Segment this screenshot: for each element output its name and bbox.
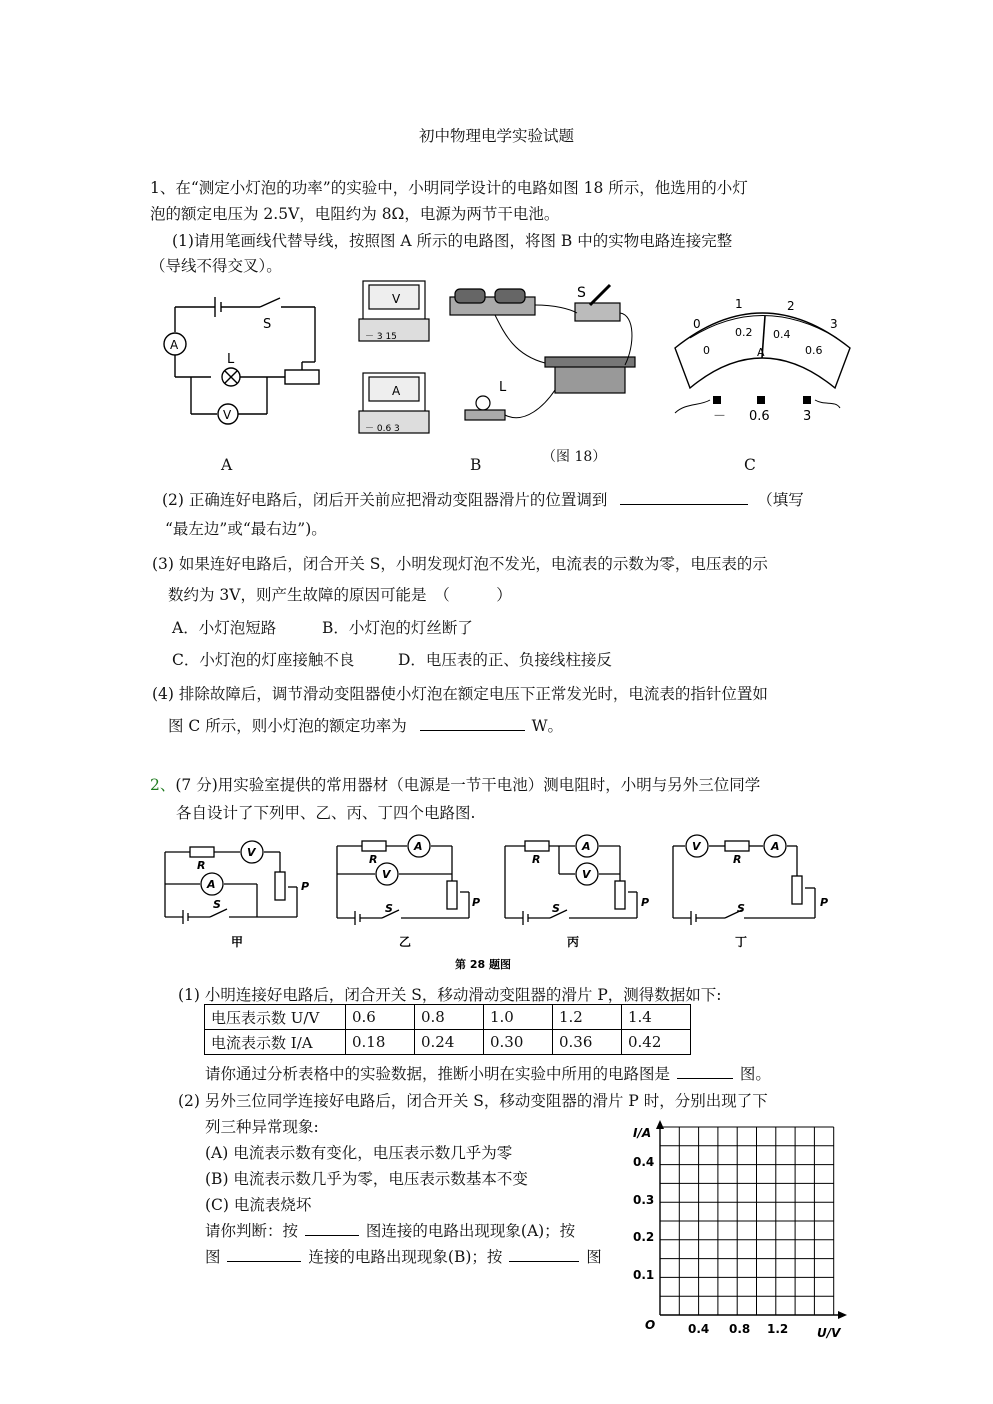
graph-origin: O — [645, 1318, 656, 1332]
label-jia: 甲 — [231, 935, 244, 949]
apparatus-figure-b — [355, 275, 655, 445]
meter-b-voltmeter-label: V — [392, 292, 401, 306]
q1-sub2-suffix: （填写 — [757, 491, 804, 509]
q1-sub1-line2: （导线不得交叉）。 — [150, 257, 282, 275]
fig18-caption: （图 18） — [542, 449, 607, 465]
page-title: 初中物理电学实验试题 — [418, 127, 574, 145]
ding-r-label: R — [733, 853, 742, 866]
q1-sub4-suffix: W。 — [531, 717, 564, 735]
meter-b-lamp-label: L — [499, 380, 507, 395]
phenomenon-b: (B) 电流表示数几乎为零，电压表示数基本不变 — [205, 1170, 528, 1188]
dial-top-0: 0 — [693, 317, 701, 331]
jia-r-label: R — [197, 859, 206, 872]
phenomenon-c: (C) 电流表烧坏 — [205, 1196, 312, 1214]
answer-blank-rated-power[interactable] — [420, 714, 525, 731]
dial-bottom-2: 0.4 — [773, 328, 791, 341]
bing-r-label: R — [532, 853, 541, 866]
jia-p-label: P — [301, 880, 310, 893]
graph-y-tick: 0.4 — [633, 1155, 655, 1169]
jia-s-label: S — [213, 898, 221, 911]
judge-line1-suffix: 图连接的电路出现现象(A)；按 — [365, 1222, 576, 1240]
circuit-jia — [165, 841, 297, 924]
fig-label-a: A — [221, 456, 233, 474]
q2-sub2-line2: 列三种异常现象: — [205, 1118, 319, 1136]
judge-line2-prefix: 图 — [205, 1248, 221, 1266]
answer-blank-circuit[interactable] — [677, 1062, 733, 1079]
table-header-current: 电流表示数 I/A — [205, 1030, 346, 1055]
table-cell: 1.0 — [484, 1005, 553, 1030]
table-row — [205, 1030, 691, 1055]
bing-s-label: S — [552, 902, 560, 915]
q1-sub2-line1 — [162, 488, 804, 510]
q2-sub1: (1) 小明连接好电路后，闭合开关 S，移动滑动变阻器的滑片 P，测得数据如下: — [178, 986, 722, 1004]
yi-a-label: A — [414, 840, 423, 853]
yi-v-label: V — [382, 868, 391, 881]
table-cell: 0.6 — [346, 1005, 415, 1030]
circuit-yi — [337, 835, 469, 925]
label-ding: 丁 — [735, 935, 748, 949]
q2-line1 — [150, 773, 760, 795]
answer-blank-slider-position[interactable] — [620, 488, 748, 505]
graph-x-tick: 1.2 — [767, 1322, 789, 1336]
graph-y-tick: 0.1 — [633, 1268, 655, 1282]
dial-bottom-0: 0 — [703, 344, 710, 357]
option-b[interactable]: B．小灯泡的灯丝断了 — [322, 619, 473, 637]
fig-label-c: C — [744, 456, 756, 474]
circuit-bing — [505, 835, 637, 925]
bing-p-label: P — [641, 896, 650, 909]
q1-sub4-prefix: 图 C 所示，则小灯泡的额定功率为 — [168, 717, 407, 735]
q1-line1: 1、在“测定小灯泡的功率”的实验中，小明同学设计的电路如图 18 所示，他选用的小灯 — [150, 179, 748, 197]
q2-number: 2、 — [150, 776, 176, 794]
yi-p-label: P — [472, 896, 481, 909]
circuit-diagram-a — [155, 292, 335, 432]
option-a[interactable]: A．小灯泡短路 — [172, 619, 277, 637]
table-cell: 0.42 — [622, 1030, 691, 1055]
graph-y-label: I/A — [633, 1126, 652, 1140]
table-cell: 0.30 — [484, 1030, 553, 1055]
phenomenon-a: (A) 电流表示数有变化，电压表示数几乎为零 — [205, 1144, 513, 1162]
answer-blank-phen-b[interactable] — [227, 1245, 301, 1262]
dial-bottom-1: 0.2 — [735, 326, 753, 339]
ammeter-symbol-label: A — [170, 338, 179, 352]
lamp-label: L — [227, 352, 235, 367]
dial-top-1: 1 — [735, 297, 743, 311]
q1-sub2-prefix: (2) 正确连好电路后，闭后开关前应把滑动变阻器滑片的位置调到 — [162, 491, 608, 509]
option-d[interactable]: D．电压表的正、负接线柱接反 — [398, 651, 612, 669]
answer-blank-phen-a[interactable] — [305, 1219, 359, 1236]
dial-top-3: 3 — [830, 317, 838, 331]
q1-sub4-line1: (4) 排除故障后，调节滑动变阻器使小灯泡在额定电压下正常发光时，电流表的指针位置如 — [152, 685, 768, 703]
dial-unit: A — [757, 346, 765, 359]
table-cell: 0.8 — [415, 1005, 484, 1030]
table-header-voltage: 电压表示数 U/V — [205, 1005, 346, 1030]
q1-sub3-line2: 数约为 3V，则产生故障的原因可能是 （ ） — [168, 586, 512, 604]
graph-y-tick: 0.3 — [633, 1193, 655, 1207]
judge-line2-suffix: 图 — [586, 1248, 602, 1266]
q2-judge-line1 — [205, 1219, 575, 1241]
dial-top-2: 2 — [787, 299, 795, 313]
meter-b-ammeter-terminals: － 0.6 3 — [365, 424, 400, 434]
data-table — [204, 1004, 691, 1055]
q2-judge-line2 — [205, 1245, 602, 1267]
q2-sub1-after-suffix: 图。 — [739, 1065, 771, 1083]
table-cell: 0.24 — [415, 1030, 484, 1055]
ding-p-label: P — [820, 896, 829, 909]
table-cell: 1.2 — [553, 1005, 622, 1030]
q2-sub1-after-prefix: 请你通过分析表格中的实验数据，推断小明在实验中所用的电路图是 — [205, 1065, 671, 1083]
graph-x-tick: 0.8 — [729, 1322, 751, 1336]
label-yi: 乙 — [399, 935, 412, 949]
dial-terminal-3: 3 — [803, 409, 812, 424]
graph-x-tick: 0.4 — [688, 1322, 710, 1336]
bing-a-label: A — [582, 840, 591, 853]
graph-x-label: U/V — [817, 1326, 841, 1340]
jia-a-label: A — [207, 878, 216, 891]
switch-label: S — [263, 317, 272, 332]
table-row — [205, 1005, 691, 1030]
fig-label-b: B — [470, 456, 482, 474]
label-bing: 丙 — [567, 935, 580, 949]
ding-s-label: S — [737, 902, 745, 915]
meter-b-switch-label: S — [577, 285, 586, 301]
voltmeter-symbol-label: V — [223, 408, 232, 422]
ding-a-label: A — [771, 840, 780, 853]
table-cell: 1.4 — [622, 1005, 691, 1030]
q1-sub4-line2 — [168, 714, 563, 736]
q2-sub1-after — [205, 1062, 771, 1084]
q2-line2: 各自设计了下列甲、乙、丙、丁四个电路图. — [176, 804, 476, 822]
answer-blank-phen-c[interactable] — [509, 1245, 579, 1262]
iu-graph — [625, 1115, 860, 1345]
q1-line2: 泡的额定电压为 2.5V，电阻约为 8Ω，电源为两节干电池。 — [150, 205, 560, 223]
dial-bottom-3: 0.6 — [805, 344, 823, 357]
ammeter-dial-c — [665, 288, 860, 428]
ding-v-label: V — [692, 840, 701, 853]
dial-terminal-neg: － — [713, 409, 727, 424]
fig28-caption: 第 28 题图 — [455, 958, 511, 971]
dial-terminal-06: 0.6 — [749, 409, 770, 424]
yi-s-label: S — [385, 902, 393, 915]
q1-sub2-line2: “最左边”或“最右边”)。 — [165, 520, 327, 538]
graph-y-tick: 0.2 — [633, 1230, 655, 1244]
q1-sub3-line1: (3) 如果连好电路后，闭合开关 S，小明发现灯泡不发光，电流表的示数为零，电压表的示 — [152, 555, 768, 573]
judge-line2-mid: 连接的电路出现现象(B)；按 — [308, 1248, 503, 1266]
option-c[interactable]: C．小灯泡的灯座接触不良 — [172, 651, 355, 669]
q2-sub2-line1: (2) 另外三位同学连接好电路后，闭合开关 S，移动变阻器的滑片 P 时，分别出现了下 — [178, 1092, 768, 1110]
bing-v-label: V — [582, 868, 591, 881]
table-cell: 0.36 — [553, 1030, 622, 1055]
meter-b-voltmeter-terminals: － 3 15 — [365, 332, 397, 342]
jia-v-label: V — [247, 846, 256, 859]
judge-line1-prefix: 请你判断：按 — [205, 1222, 299, 1240]
table-cell: 0.18 — [346, 1030, 415, 1055]
q1-sub1-line1: (1)请用笔画线代替导线，按照图 A 所示的电路图，将图 B 中的实物电路连接完整 — [172, 232, 733, 250]
meter-b-ammeter-label: A — [392, 384, 401, 398]
q2-line1-text: (7 分)用实验室提供的常用器材（电源是一节干电池）测电阻时，小明与另外三位同学 — [175, 776, 761, 794]
yi-r-label: R — [369, 853, 378, 866]
four-circuits-figure — [155, 832, 845, 972]
